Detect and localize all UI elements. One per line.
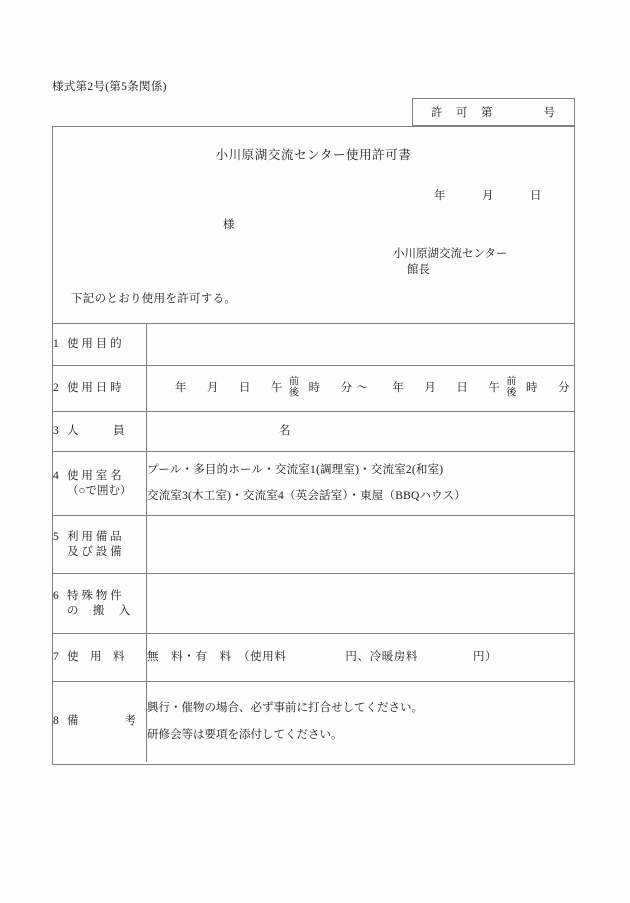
table-row [53,516,574,574]
table-row [53,634,574,682]
row-number: 4 [53,469,59,482]
form-number-label: 様式第2号(第5条関係) [52,81,167,93]
document-header-region [53,127,574,323]
row-label-text-2: 及 び 設 備 [67,545,122,558]
intro-sentence: 下記のとおり使用を許可する。 [71,293,237,305]
end-ampm-marker[interactable] [506,378,517,399]
people-count-unit: 名 [279,425,291,437]
start-time-text: 時 分～ [308,382,373,394]
table-row [53,682,574,762]
table-row [53,452,574,516]
row-label-text: 備 考 [67,715,136,728]
table-row [53,366,574,412]
row-value-equipment[interactable] [147,516,575,574]
permit-number-label: 許 可 第 号 [431,107,556,119]
fee-heating-label: 円、冷暖房料 [345,651,419,663]
issuer-block [393,246,508,278]
row-value-special-items[interactable] [147,574,575,634]
fee-closing-text: 円） [473,651,498,663]
start-ampm-pm: 後 [289,387,300,398]
permit-details-table [53,323,574,762]
row-label-text: 人 員 [67,425,125,437]
row-label-text: 使 用 室 名 [67,469,122,482]
row-value-fee[interactable] [147,634,575,682]
row-number: 7 [53,651,59,663]
row-label-text: 特 殊 物 件 [67,589,122,602]
issue-date-line: 年 月 日 [434,190,542,202]
row-value-remarks[interactable] [147,682,575,762]
addressee-honorific: 様 [223,219,235,231]
document-title: 小川原湖交流センター使用許可書 [215,148,412,162]
row-label-remarks [53,682,147,762]
fee-type-options[interactable]: 無 料・有 料 （使用料 [147,651,287,663]
issuer-role: 館長 [407,264,430,276]
row-label-text: 利 用 備 品 [67,530,122,543]
form-outer-frame [52,126,575,765]
table-row [53,324,574,366]
row-value-rooms[interactable] [147,452,575,516]
row-label-text-2: の 搬 入 [67,604,131,617]
row-value-purpose[interactable] [147,324,575,366]
row-label-text: 使 用 日 時 [67,382,122,394]
fee-detail-line [147,651,497,663]
row-label-datetime [53,366,147,412]
start-date-text: 年 月 日 午 [175,382,287,394]
issuer-organization: 小川原湖交流センター [393,248,508,260]
row-number: 8 [53,715,59,728]
row-label-purpose [53,324,147,366]
end-ampm-pm: 後 [506,387,517,398]
row-label-text: 使 用 料 [67,651,125,663]
row-number: 2 [53,382,59,394]
row-label-text: 使 用 目 的 [67,338,122,350]
permit-number-box [412,98,575,126]
row-value-people[interactable] [147,412,575,452]
end-ampm-am: 前 [506,376,517,388]
row-value-datetime[interactable] [147,366,575,412]
row-number: 5 [53,530,59,543]
row-label-equipment [53,516,147,574]
end-date-text: 年 月 日 午 [392,382,505,394]
room-options-line-2[interactable]: 交流室3(木工室)・交流室4（英会話室）・東屋（BBQハウス） [147,490,466,502]
remark-line-2: 研修会等は要項を添付してください。 [147,728,343,741]
row-number: 6 [53,589,59,602]
row-number: 3 [53,425,59,437]
table-row [53,412,574,452]
end-time-text: 時 分 [526,382,574,394]
remark-line-1: 興行・催物の場合、必ず事前に打合せしてください。 [147,701,423,714]
row-label-note: （○で囲む） [67,484,132,497]
row-number: 1 [53,338,59,350]
table-row [53,574,574,634]
row-label-rooms [53,452,147,516]
row-label-fee [53,634,147,682]
row-label-people [53,412,147,452]
start-ampm-marker[interactable] [289,378,300,399]
start-ampm-am: 前 [289,376,300,388]
datetime-range [147,378,574,399]
room-options-line-1[interactable]: プール・多目的ホール・交流室1(調理室)・交流室2(和室) [147,464,444,476]
row-label-special-items [53,574,147,634]
